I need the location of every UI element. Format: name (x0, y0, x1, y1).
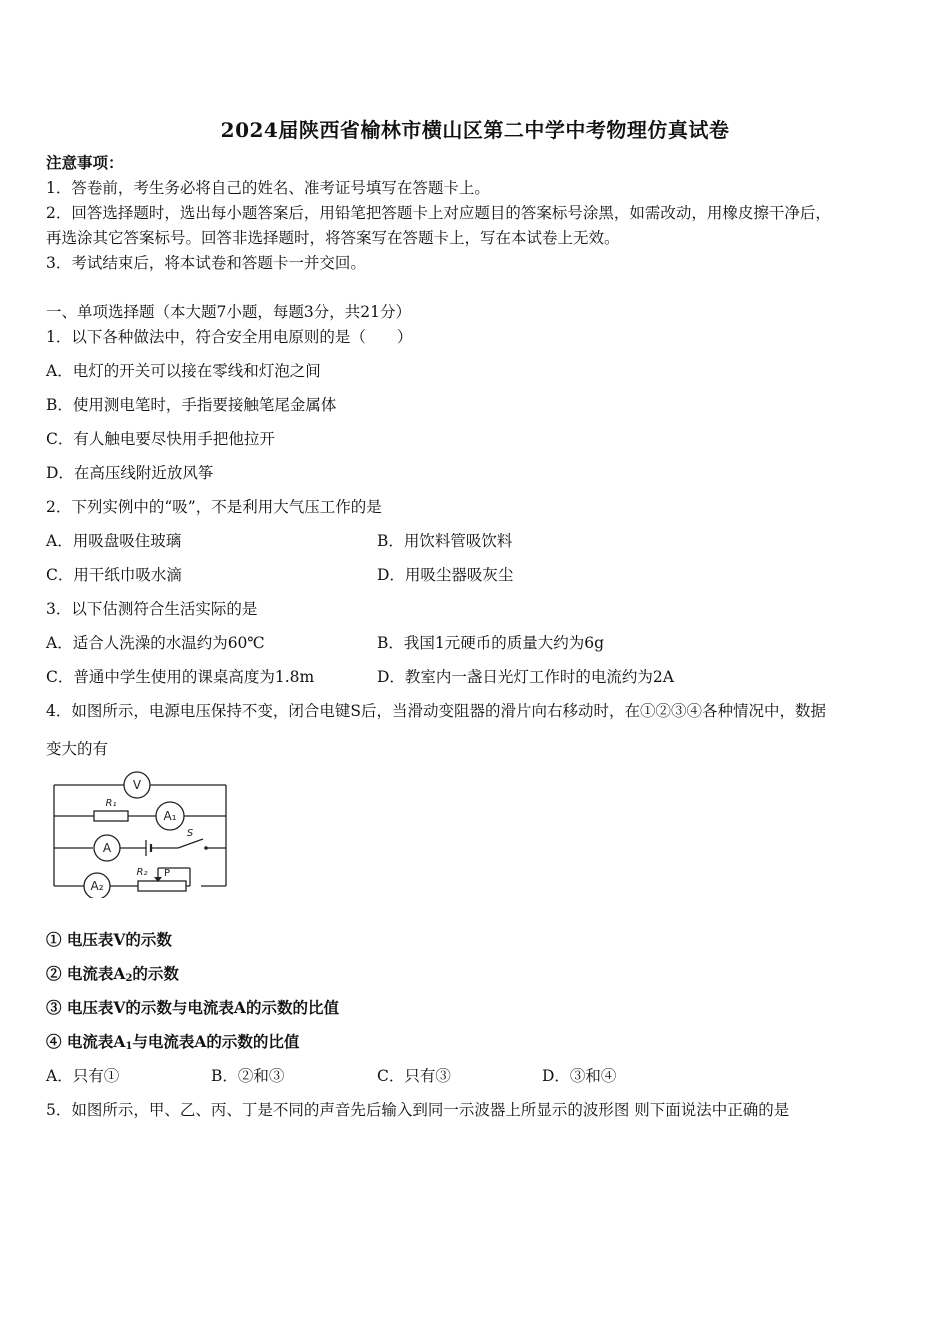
q4-item-3-text: ③ 电压表V的示数与电流表A的示数的比值 (46, 998, 339, 1017)
q4-stem-line1: 4．如图所示，电源电压保持不变，闭合电键S后，当滑动变阻器的滑片向右移动时，在①②③④各种情况中，数据 (46, 702, 826, 720)
q4-item-1-text: ① 电压表V的示数 (46, 930, 172, 949)
q3-option-b: B．我国1元硬币的质量大约为6g (377, 634, 605, 652)
q4-item-3 (46, 998, 339, 1018)
q2-option-c: C．用干纸巾吸水滴 (46, 566, 182, 584)
q2-option-b: B．用饮料管吸饮料 (377, 532, 513, 550)
label-a2: A₂ (90, 879, 104, 893)
notice-heading: 注意事项： (46, 153, 124, 172)
q1-option-a: A．电灯的开关可以接在零线和灯泡之间 (46, 362, 321, 380)
q3-option-d: D．教室内一盏日光灯工作时的电流约为2A (377, 668, 674, 686)
label-voltmeter: V (132, 778, 142, 792)
q4-option-d: D．③和④ (542, 1067, 617, 1085)
label-a: A (102, 841, 112, 855)
circuit-diagram (46, 768, 236, 898)
q4-item-2-text: ② 电流表A (46, 964, 126, 983)
switch-contact (204, 846, 208, 850)
switch-s (178, 839, 203, 848)
q2-stem: 2．下列实例中的“吸”，不是利用大气压工作的是 (46, 498, 382, 516)
q4-item-4-text-end: 与电流表A的示数的比值 (132, 1032, 300, 1051)
q3-option-c: C．普通中学生使用的课桌高度为1.8m (46, 668, 315, 686)
q4-stem-line2: 变大的有 (46, 740, 109, 758)
q3-stem: 3．以下估测符合生活实际的是 (46, 600, 258, 618)
resistor-r1 (94, 811, 128, 821)
section-heading: 一、单项选择题（本大题7小题，每题3分，共21分） (46, 303, 411, 321)
q4-item-2 (46, 964, 179, 989)
notice-item-2: 2．回答选择题时，选出每小题答案后，用铅笔把答题卡上对应题目的答案标号涂黑，如需改动，用橡皮擦干净后， (46, 204, 831, 222)
q4-item-1 (46, 930, 172, 950)
q4-option-c: C．只有③ (377, 1067, 451, 1085)
q4-item-4 (46, 1032, 299, 1057)
q4-item-4-sub: 1 (125, 1041, 133, 1052)
label-r2: R₂ (136, 867, 148, 878)
q2-option-d: D．用吸尘器吸灰尘 (377, 566, 514, 584)
label-slider: P (163, 868, 171, 879)
label-a1: A₁ (163, 809, 177, 823)
q1-option-c: C．有人触电要尽快用手把他拉开 (46, 430, 275, 448)
q4-item-2-sub: 2 (125, 973, 133, 984)
q5-stem: 5．如图所示，甲、乙、丙、丁是不同的声音先后输入到同一示波器上所显示的波形图 则下面说法中正确的是 (46, 1101, 790, 1119)
q1-option-d: D．在高压线附近放风筝 (46, 464, 214, 482)
q1-option-b: B．使用测电笔时，手指要接触笔尾金属体 (46, 396, 337, 414)
q2-option-a: A．用吸盘吸住玻璃 (46, 532, 182, 550)
page-title: 2024届陕西省榆林市横山区第二中学中考物理仿真试卷 (220, 118, 730, 142)
q4-item-2-text-end: 的示数 (132, 964, 179, 983)
label-switch: S (186, 828, 194, 839)
q4-option-b: B．②和③ (211, 1067, 285, 1085)
notice-item-3: 3．考试结束后，将本试卷和答题卡一并交回。 (46, 254, 366, 272)
q4-option-a: A．只有① (46, 1067, 120, 1085)
notice-item-1: 1．答卷前，考生务必将自己的姓名、准考证号填写在答题卡上。 (46, 179, 490, 197)
q3-option-a: A．适合人洗澡的水温约为60℃ (46, 634, 265, 652)
notice-item-2-cont: 再选涂其它答案标号。回答非选择题时，将答案写在答题卡上，写在本试卷上无效。 (46, 229, 620, 247)
q1-stem: 1．以下各种做法中，符合安全用电原则的是（ ） (46, 328, 413, 346)
label-r1: R₁ (105, 798, 117, 809)
q4-item-4-text: ④ 电流表A (46, 1032, 126, 1051)
resistor-r2 (138, 881, 186, 891)
